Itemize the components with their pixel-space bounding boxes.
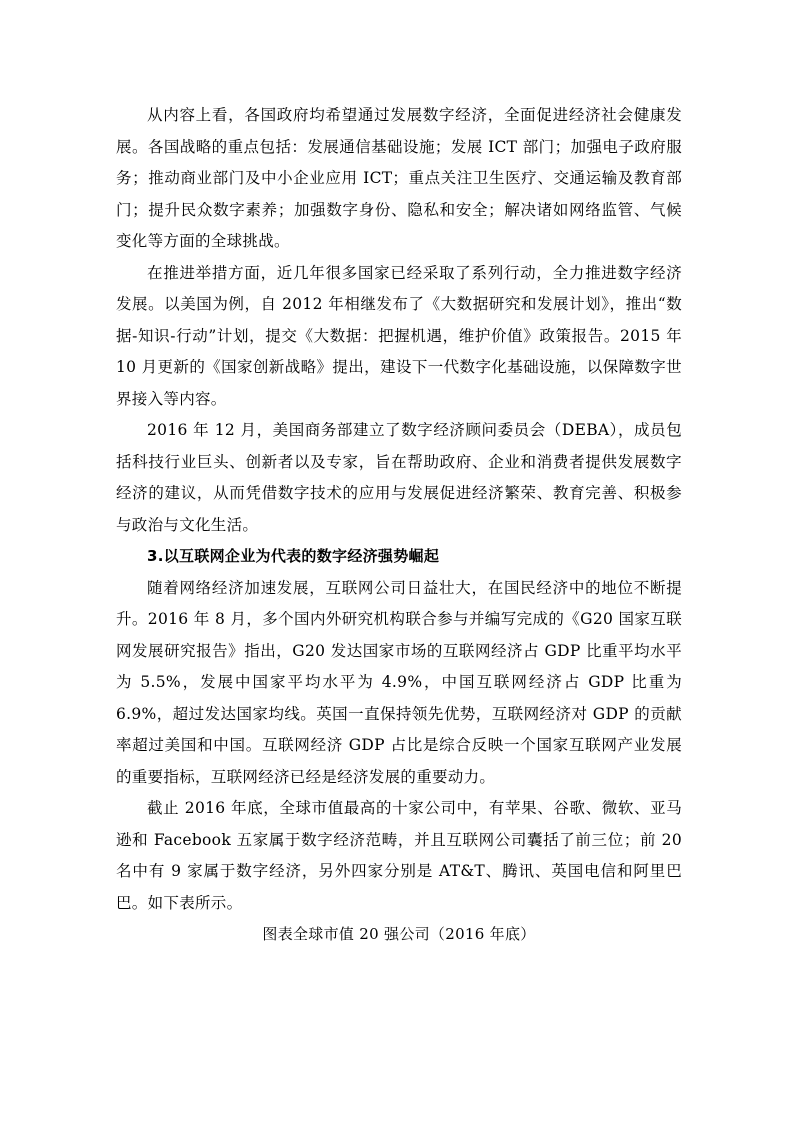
- body-paragraph: 2016 年 12 月，美国商务部建立了数字经济顾问委员会（DEBA），成员包括科技行业巨头、创新者以及专家，旨在帮助政府、企业和消费者提供发展数字经济的建议，从而凭借数字技术的应用与发展促进经济繁荣、教育完善、积极参与政治与文化生活。: [116, 421, 682, 534]
- section-heading: 3.以互联网企业为代表的数字经济强势崛起: [147, 547, 440, 565]
- body-paragraph: 从内容上看，各国政府均希望通过发展数字经济，全面促进经济社会健康发展。各国战略的重点包括：发展通信基础设施；发展 ICT 部门；加强电子政府服务；推动商业部门及中小企业应用 ICT；重点关注卫生医疗、交通运输及教育部门；提升民众数字素养；加强数字身份、隐私和安全；解决诸如网络监管、气候变化等方面的全球挑战。: [116, 106, 682, 250]
- document-page: [116, 100, 682, 951]
- body-paragraph: 截止 2016 年底，全球市值最高的十家公司中，有苹果、谷歌、微软、亚马逊和 Facebook 五家属于数字经济范畴，并且互联网公司囊括了前三位；前 20 名中有 9 家属于数字经济，另外四家分别是 AT&T、腾讯、英国电信和阿里巴巴。如下表所示。: [116, 799, 682, 912]
- body-paragraph: 在推进举措方面，近几年很多国家已经采取了系列行动，全力推进数字经济发展。以美国为例，自 2012 年相继发布了《大数据研究和发展计划》，推出“数据-知识-行动”计划，提交《大数据：把握机遇，维护价值》政策报告。2015 年 10 月更新的《国家创新战略》提出，建设下一代数字化基础设施，以保障数字世界接入等内容。: [116, 263, 682, 408]
- body-paragraph: 随着网络经济加速发展，互联网公司日益壮大，在国民经济中的地位不断提升。2016 年 8 月，多个国内外研究机构联合参与并编写完成的《G20 国家互联网发展研究报告》指出，G20 发达国家市场的互联网经济占 GDP 比重平均水平为 5.5%，发展中国家平均水平为 4.9%，中国互联网经济占 GDP 比重为 6.9%，超过发达国家均线。英国一直保持领先优势，互联网经济对 GDP 的贡献率超过美国和中国。互联网经济 GDP 占比是综合反映一个国家互联网产业发展的重要指标，互联网经济已经是经济发展的重要动力。: [116, 578, 682, 786]
- figure-caption: 图表全球市值 20 强公司（2016 年底）: [262, 925, 536, 943]
